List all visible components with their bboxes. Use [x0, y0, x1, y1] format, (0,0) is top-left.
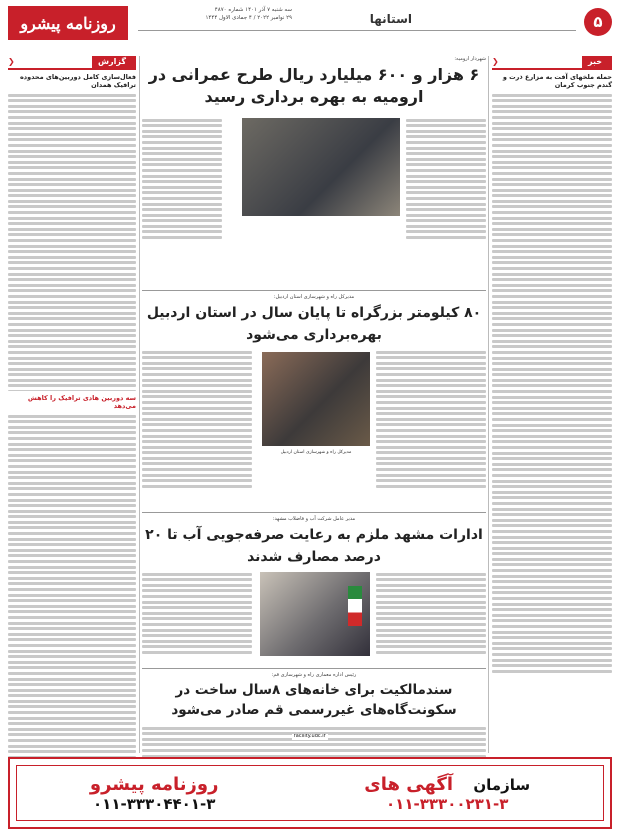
- ad-brand-block: [90, 774, 219, 813]
- story-ardabil-text-right: [376, 348, 486, 498]
- story-ardabil-photo: [262, 352, 370, 446]
- issue-dates: [132, 6, 292, 22]
- chevron-left-icon: ❮: [492, 57, 499, 66]
- story-urmia-kicker: شهردار ارومیه:: [454, 56, 486, 62]
- story-mashhad-text-right: [376, 570, 486, 660]
- ad-org-block: [364, 774, 530, 813]
- story-mashhad-kicker: مدیر عامل شرکت آب و فاضلاب مشهد:: [272, 516, 356, 522]
- story-urmia-text-left: [142, 116, 222, 246]
- newspaper-logo: روزنامه پیشرو: [8, 6, 128, 40]
- ad-phone-2: ۰۱۱-۳۳۳۰۴۴۰۱-۳: [93, 794, 216, 813]
- ad-phone-1: ۰۱۱-۳۳۳۰۰۲۳۱-۳: [386, 794, 509, 813]
- story-mashhad: [142, 516, 486, 666]
- flag-image: [348, 586, 362, 626]
- report-tab-label: گزارش: [92, 56, 136, 68]
- story-urmia: [142, 56, 486, 288]
- story-qom-kicker: رئیس اداره معماری راه و شهرسازی قم:: [271, 672, 357, 678]
- ad-banner-inner: [16, 765, 604, 821]
- story-mashhad-text-left: [142, 570, 252, 660]
- right-news-column: [492, 56, 612, 829]
- page-number: ۵: [584, 8, 612, 36]
- story-ardabil-headline: ۸۰ کیلومتر بزرگراه تا پایان سال در استان اردبیل بهره‌برداری می‌شود: [146, 305, 482, 343]
- ad-title: [364, 774, 530, 795]
- separator: [142, 668, 486, 669]
- ad-title-org: سازمان: [473, 775, 531, 794]
- news-body-text: [492, 91, 612, 791]
- ad-title-ads: آگهی های: [364, 773, 454, 795]
- section-title: استانها: [369, 12, 412, 26]
- report-subhead: سه دوربین هادی ترافیک را کاهش می‌دهد: [27, 394, 136, 410]
- main-column: [142, 56, 486, 753]
- column-divider-left: [139, 56, 140, 753]
- issue-date-persian: سه شنبه ۷ آذر ۱۴۰۱ شماره ۴۸۷۰: [214, 7, 292, 13]
- story-qom-website: facility.udc.ir: [294, 734, 326, 739]
- column-divider-right: [488, 56, 489, 753]
- story-ardabil-kicker: مدیرکل راه و شهرسازی استان اردبیل:: [273, 294, 355, 300]
- story-mashhad-headline: ادارات مشهد ملزم به رعایت صرفه‌جویی آب تا ۲۰ درصد مصارف شدند: [145, 527, 483, 565]
- report-title: فعال‌سازی کامل دوربین‌های محدوده ترافیک همدان: [19, 73, 136, 89]
- left-report-column: [8, 56, 136, 753]
- report-body-text-2: [8, 412, 136, 792]
- ad-brand: روزنامه پیشرو: [89, 773, 219, 795]
- news-tab: [492, 56, 612, 70]
- issue-date-gregorian: ۲۹ نوامبر ۲۰۲۲ / ۴ جمادی الاول ۱۴۴۴: [205, 15, 292, 21]
- separator: [142, 290, 486, 291]
- chevron-left-icon: ❮: [8, 57, 15, 66]
- header-rule: [138, 30, 576, 31]
- ad-banner: [8, 757, 612, 829]
- story-ardabil-photo-caption: مدیرکل راه و شهرسازی استان اردبیل: [280, 450, 352, 455]
- separator: [142, 512, 486, 513]
- story-urmia-text-right: [406, 116, 486, 246]
- report-tab: [8, 56, 136, 70]
- page-header: [8, 6, 612, 44]
- story-ardabil: [142, 294, 486, 510]
- story-ardabil-text-left: [142, 348, 252, 498]
- story-urmia-headline: ۶ هزار و ۶۰۰ میلیارد ریال طرح عمرانی در ارومیه به بهره برداری رسید: [148, 65, 480, 106]
- report-body-text: [8, 91, 136, 391]
- news-tab-label: خبر: [582, 56, 612, 68]
- story-urmia-photo: [242, 118, 400, 216]
- story-qom-headline: سندمالکیت برای خانه‌های ۸سال ساخت در سکونت‌گاه‌های غیررسمی قم صادر می‌شود: [171, 682, 457, 718]
- news-title: حمله ملخهای آفت به مزارع ذرت و گندم جنوب کرمان: [502, 73, 612, 89]
